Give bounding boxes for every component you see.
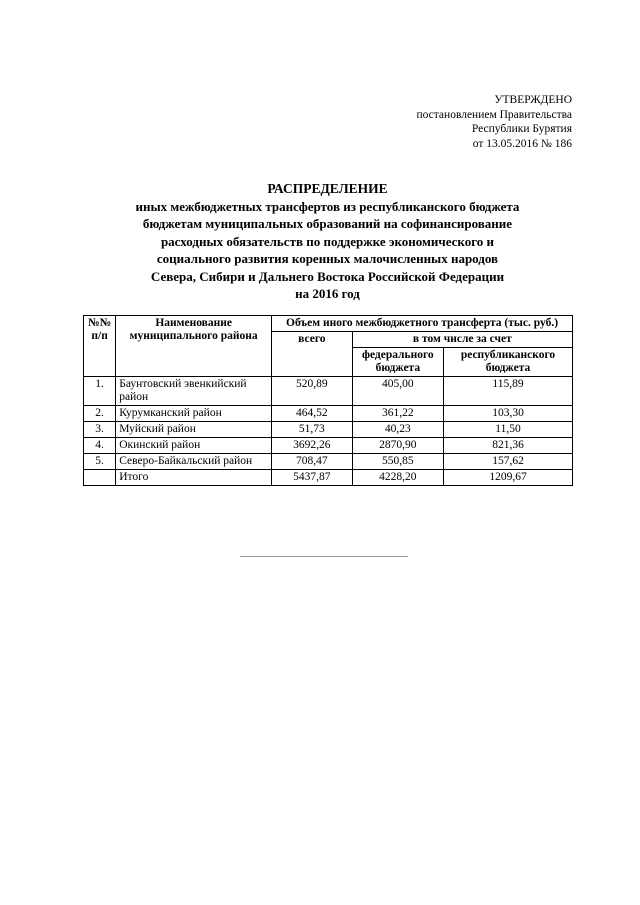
distribution-table: [83, 315, 573, 486]
title-line: Севера, Сибири и Дальнего Востока Российской Федерации: [150, 268, 505, 284]
separator-line: [240, 556, 408, 557]
table-row: [84, 377, 573, 406]
title-line: социального развития коренных малочисленных народов: [156, 251, 499, 266]
title-line: иных межбюджетных трансфертов из республиканского бюджета: [135, 198, 520, 214]
row-total: 708,47: [272, 454, 353, 470]
title-line: на 2016 год: [295, 286, 360, 301]
row-republican: 821,36: [444, 438, 573, 454]
totals-republican: 1209,67: [444, 470, 573, 486]
header-federal: федерального бюджета: [352, 348, 443, 377]
row-num: 3.: [84, 422, 116, 438]
approval-authority: Республики Бурятия: [471, 123, 572, 135]
row-republican: 103,30: [444, 406, 573, 422]
totals-label: Итого: [116, 470, 272, 486]
approval-heading: УТВЕРЖДЕНО: [494, 94, 572, 106]
header-republican: республиканского бюджета: [444, 348, 573, 377]
document-title: [70, 180, 585, 303]
row-federal: 405,00: [352, 377, 443, 406]
approval-decree: постановлением Правительства: [416, 108, 572, 121]
row-federal: 550,85: [352, 454, 443, 470]
totals-num: [84, 470, 116, 486]
header-including: в том числе за счет: [352, 332, 572, 348]
header-total: всего: [272, 332, 353, 377]
row-num: 5.: [84, 454, 116, 470]
header-district-name: Наименование муниципального района: [116, 316, 272, 377]
row-num: 4.: [84, 438, 116, 454]
table-row: [84, 438, 573, 454]
totals-total: 5437,87: [272, 470, 353, 486]
totals-row: [84, 470, 573, 486]
row-num: 2.: [84, 406, 116, 422]
approval-stamp: [416, 93, 572, 151]
row-num: 1.: [84, 377, 116, 406]
row-federal: 2870,90: [352, 438, 443, 454]
row-total: 51,73: [272, 422, 353, 438]
row-total: 464,52: [272, 406, 353, 422]
row-republican: 11,50: [444, 422, 573, 438]
row-total: 520,89: [272, 377, 353, 406]
row-federal: 361,22: [352, 406, 443, 422]
title-line: расходных обязательств по поддержке экономического и: [160, 233, 495, 249]
row-district: Северо-Байкальский район: [116, 454, 272, 470]
row-district: Муйский район: [116, 422, 272, 438]
title-main: РАСПРЕДЕЛЕНИЕ: [267, 181, 388, 196]
approval-date-number: от 13.05.2016 № 186: [472, 137, 572, 150]
row-district: Окинский район: [116, 438, 272, 454]
row-republican: 157,62: [444, 454, 573, 470]
header-transfer-volume: Объем иного межбюджетного трансферта (тыс. руб.): [272, 316, 573, 332]
table-row: [84, 422, 573, 438]
title-line: бюджетам муниципальных образований на софинансирование: [142, 216, 513, 231]
row-republican: 115,89: [444, 377, 573, 406]
header-num: №№ п/п: [84, 316, 116, 377]
row-total: 3692,26: [272, 438, 353, 454]
table-row: [84, 406, 573, 422]
row-district: Курумканский район: [116, 406, 272, 422]
row-federal: 40,23: [352, 422, 443, 438]
totals-federal: 4228,20: [352, 470, 443, 486]
row-district: Баунтовский эвенкийский район: [116, 377, 272, 406]
table-row: [84, 454, 573, 470]
